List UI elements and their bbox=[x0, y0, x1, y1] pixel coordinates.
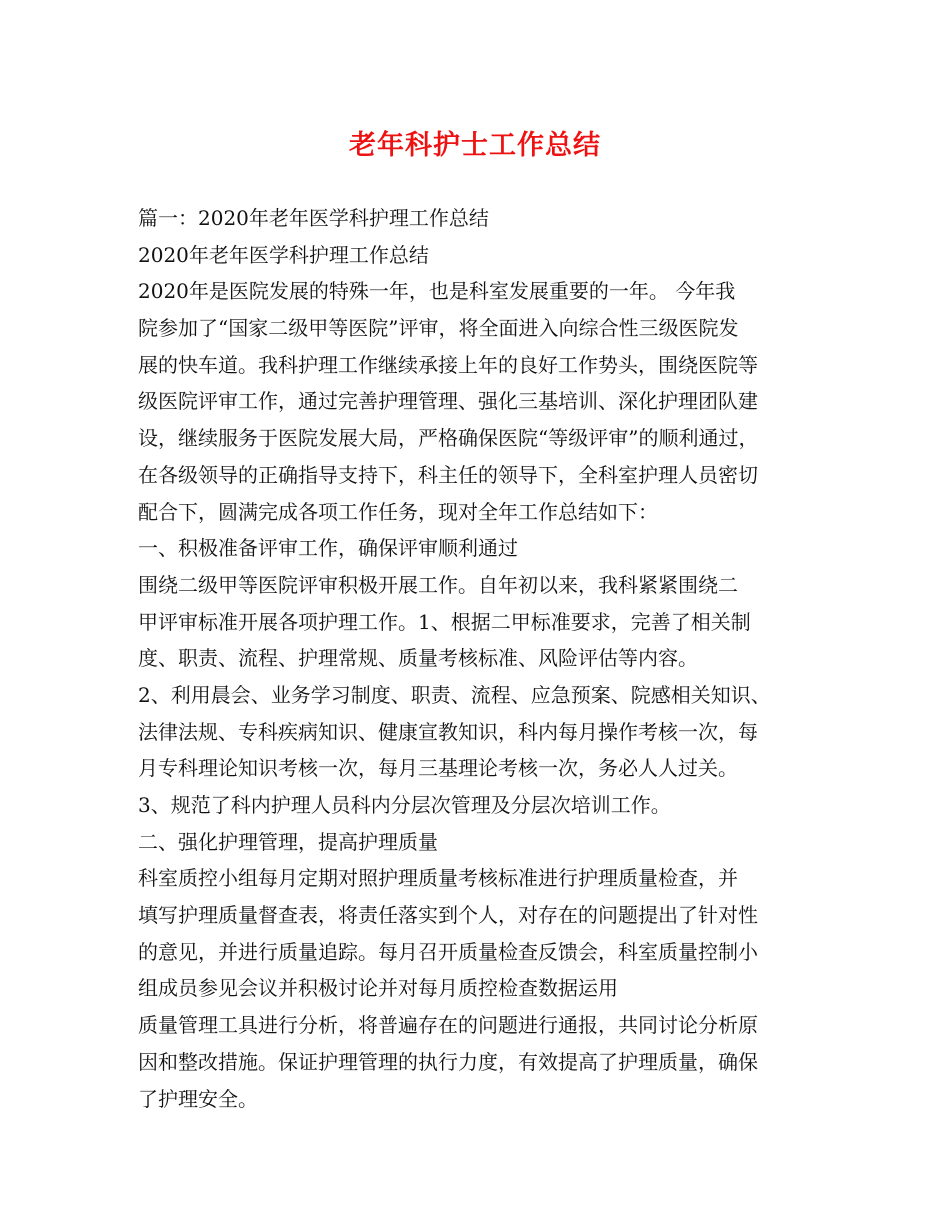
text-line: 2020年是医院发展的特殊一年，也是科室发展重要的一年。 今年我 bbox=[138, 279, 736, 304]
text-line: 因和整改措施。保证护理管理的执行力度，有效提高了护理质量，确保 bbox=[138, 1049, 758, 1074]
text-line: 篇一：2020年老年医学科护理工作总结 bbox=[138, 206, 489, 230]
text-line: 围绕二级甲等医院评审积极开展工作。自年初以来，我科紧紧围绕二 bbox=[138, 572, 738, 597]
text-line: 了护理安全。 bbox=[138, 1086, 258, 1111]
text-line: 月专科理论知识考核一次，每月三基理论考核一次，务必人人过关。 bbox=[138, 756, 738, 781]
text-line: 甲评审标准开展各项护理工作。1、根据二甲标准要求，完善了相关制 bbox=[138, 609, 751, 634]
section-heading: 二、强化护理管理，提高护理质量 bbox=[138, 829, 438, 854]
text-line: 的意见，并进行质量追踪。每月召开质量检查反馈会，科室质量控制小 bbox=[138, 939, 758, 964]
text-line: 在各级领导的正确指导支持下，科主任的领导下，全科室护理人员密切 bbox=[138, 462, 758, 487]
text-line: 配合下，圆满完成各项工作任务，现对全年工作总结如下： bbox=[138, 499, 658, 524]
text-line: 级医院评审工作，通过完善护理管理、强化三基培训、深化护理团队建 bbox=[138, 389, 758, 414]
document-title: 老年科护士工作总结 bbox=[349, 130, 601, 161]
text-line: 填写护理质量督查表，将责任落实到个人，对存在的问题提出了针对性 bbox=[138, 903, 758, 928]
text-line: 设，继续服务于医院发展大局，严格确保医院“等级评审”的顺利通过， bbox=[138, 426, 759, 451]
text-line: 科室质控小组每月定期对照护理质量考核标准进行护理质量检查，并 bbox=[138, 866, 738, 891]
text-line: 展的快车道。我科护理工作继续承接上年的良好工作势头，围绕医院等 bbox=[138, 352, 758, 377]
section-heading: 一、积极准备评审工作，确保评审顺利通过 bbox=[138, 536, 518, 561]
document-body bbox=[138, 200, 828, 1117]
text-line: 质量管理工具进行分析，将普遍存在的问题进行通报，共同讨论分析原 bbox=[138, 1013, 758, 1038]
text-line: 3、规范了科内护理人员科内分层次管理及分层次培训工作。 bbox=[138, 793, 671, 817]
text-line: 院参加了“国家二级甲等医院”评审，将全面进入向综合性三级医院发 bbox=[138, 316, 739, 341]
text-line: 2020年老年医学科护理工作总结 bbox=[138, 242, 429, 267]
text-line: 度、职责、流程、护理常规、质量考核标准、风险评估等内容。 bbox=[138, 646, 698, 671]
text-line: 2、利用晨会、业务学习制度、职责、流程、应急预案、院感相关知识、 bbox=[138, 682, 771, 707]
text-line: 法律法规、专科疾病知识、健康宣教知识，科内每月操作考核一次，每 bbox=[138, 719, 758, 744]
text-line: 组成员参见会议并积极讨论并对每月质控检查数据运用 bbox=[138, 976, 618, 1001]
